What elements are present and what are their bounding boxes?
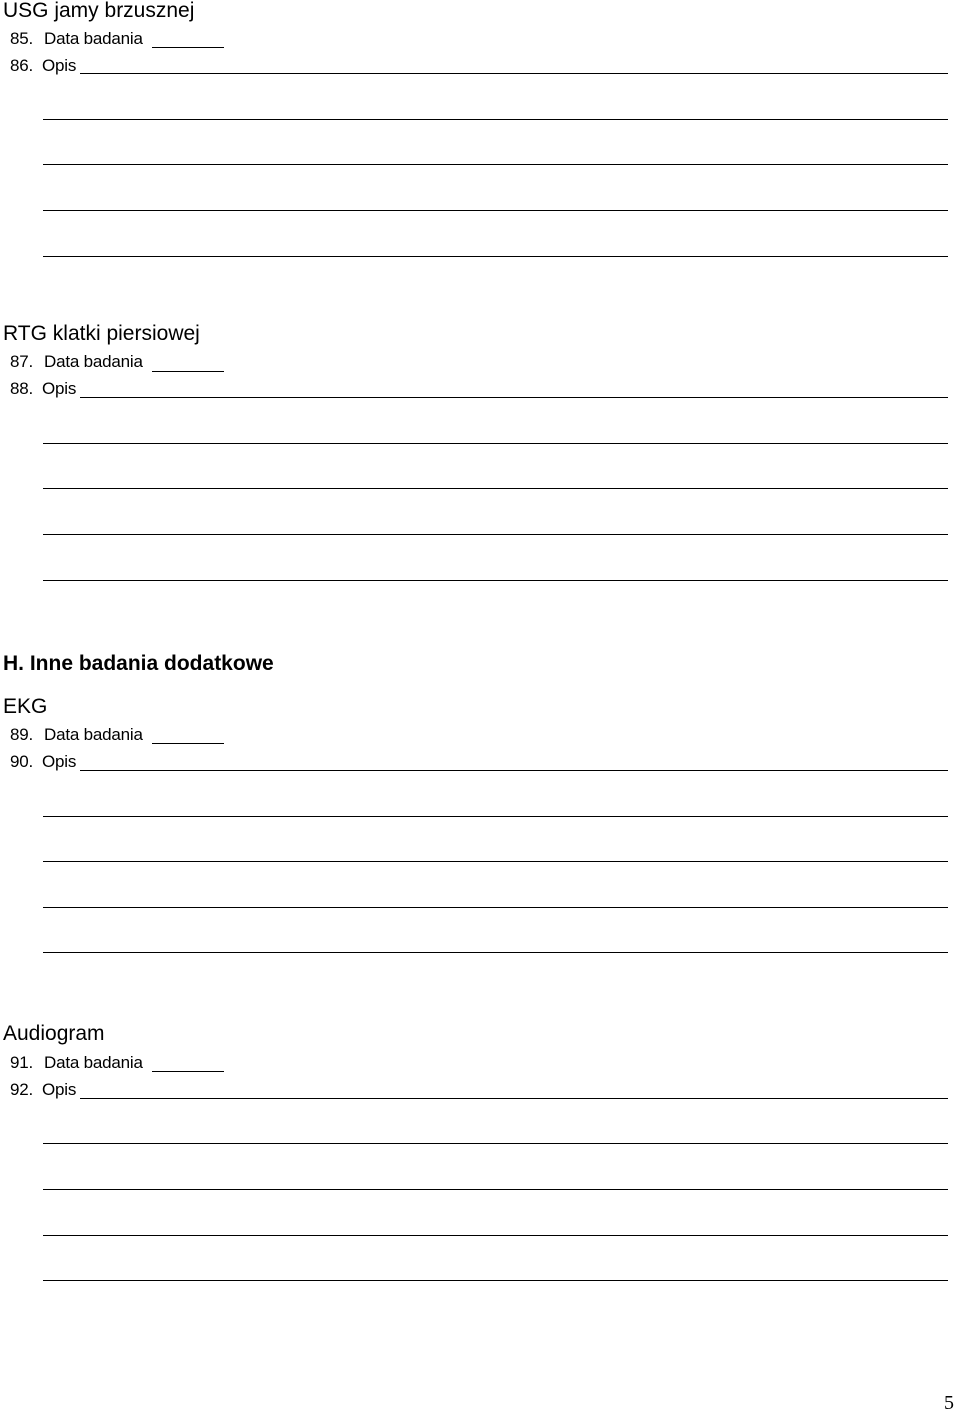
chapter-title: H. Inne badania dodatkowe — [3, 652, 274, 675]
item-number: 86. — [10, 56, 34, 75]
item-number: 91. — [10, 1053, 34, 1072]
item-label-description: Opis — [42, 379, 77, 398]
description-field-line[interactable] — [43, 1235, 948, 1236]
description-field-line[interactable] — [43, 816, 948, 817]
description-field-line[interactable] — [43, 1189, 948, 1190]
description-field-line[interactable] — [43, 488, 948, 489]
section-title-ekg: EKG — [3, 695, 48, 718]
description-field-line[interactable] — [43, 119, 948, 120]
description-field-line[interactable] — [43, 164, 948, 165]
description-field-line[interactable] — [43, 1280, 948, 1281]
item-number: 88. — [10, 379, 34, 398]
section-title-audiogram: Audiogram — [3, 1022, 105, 1045]
item-label-date: Data badania — [44, 1053, 143, 1072]
section-title-usg: USG jamy brzusznej — [3, 0, 195, 22]
item-label-description: Opis — [42, 1080, 77, 1099]
description-field-line[interactable] — [43, 580, 948, 581]
description-field-line[interactable] — [80, 1098, 948, 1099]
description-field-line[interactable] — [43, 907, 948, 908]
item-label-date: Data badania — [44, 352, 143, 371]
description-field-line[interactable] — [43, 210, 948, 211]
description-field-line[interactable] — [43, 534, 948, 535]
page-number: 5 — [944, 1392, 954, 1414]
item-number: 89. — [10, 725, 34, 744]
description-field-line[interactable] — [43, 256, 948, 257]
date-field-line[interactable] — [152, 1071, 224, 1072]
item-label-date: Data badania — [44, 725, 143, 744]
item-number: 85. — [10, 29, 34, 48]
description-field-line[interactable] — [80, 73, 948, 74]
description-field-line[interactable] — [43, 952, 948, 953]
description-field-line[interactable] — [80, 770, 948, 771]
item-label-description: Opis — [42, 752, 77, 771]
item-number: 90. — [10, 752, 34, 771]
date-field-line[interactable] — [152, 371, 224, 372]
description-field-line[interactable] — [43, 861, 948, 862]
description-field-line[interactable] — [80, 397, 948, 398]
section-title-rtg: RTG klatki piersiowej — [3, 322, 200, 345]
date-field-line[interactable] — [152, 47, 224, 48]
description-field-line[interactable] — [43, 1143, 948, 1144]
date-field-line[interactable] — [152, 743, 224, 744]
item-number: 92. — [10, 1080, 34, 1099]
item-label-date: Data badania — [44, 29, 143, 48]
item-label-description: Opis — [42, 56, 77, 75]
item-number: 87. — [10, 352, 34, 371]
description-field-line[interactable] — [43, 443, 948, 444]
